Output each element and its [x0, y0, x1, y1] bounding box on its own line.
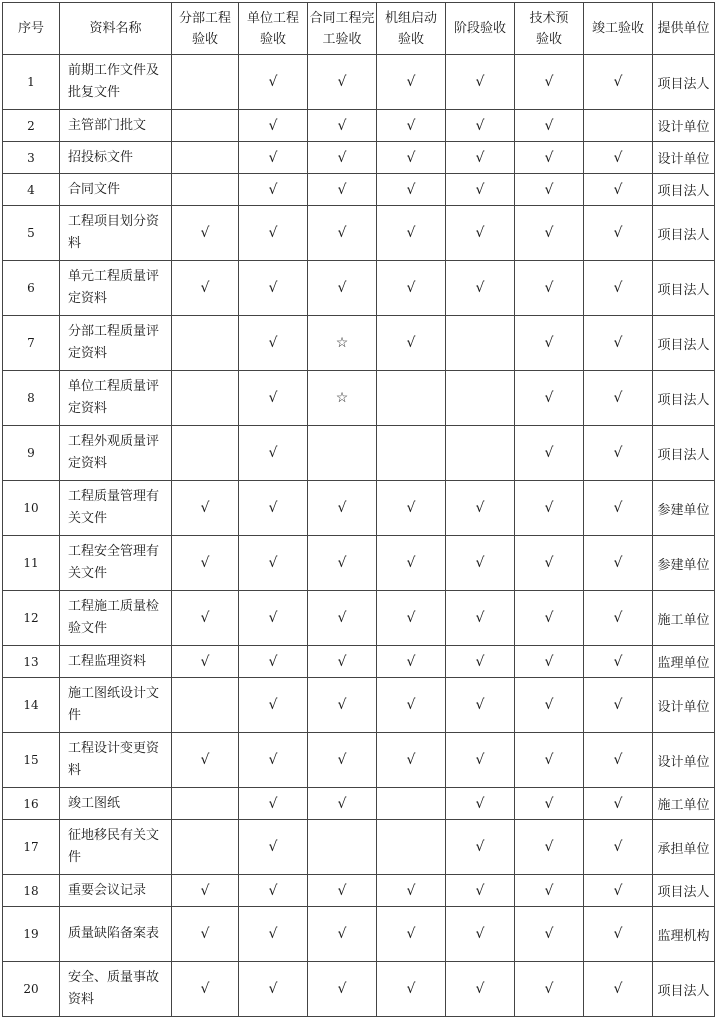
check-mark: √: [308, 907, 377, 962]
table-row: [3, 733, 715, 788]
check-mark: √: [308, 788, 377, 820]
check-mark: √: [584, 907, 653, 962]
check-mark: √: [239, 481, 308, 536]
empty-cell: [377, 820, 446, 875]
check-mark: √: [239, 875, 308, 907]
table-row: [3, 206, 715, 261]
check-mark: √: [239, 678, 308, 733]
empty-cell: [172, 55, 239, 110]
check-mark: √: [377, 646, 446, 678]
check-mark: √: [308, 536, 377, 591]
provider-unit: 参建单位: [653, 536, 715, 591]
table-row: [3, 55, 715, 110]
check-mark: √: [584, 426, 653, 481]
document-name: 合同文件: [60, 174, 172, 206]
check-mark: √: [377, 536, 446, 591]
empty-cell: [172, 788, 239, 820]
check-mark: √: [515, 174, 584, 206]
check-mark: √: [446, 261, 515, 316]
check-mark: √: [239, 591, 308, 646]
check-mark: √: [446, 142, 515, 174]
table-row: [3, 962, 715, 1017]
check-mark: √: [239, 426, 308, 481]
check-mark: √: [308, 481, 377, 536]
row-index: 14: [3, 678, 60, 733]
check-mark: √: [239, 646, 308, 678]
provider-unit: 项目法人: [653, 206, 715, 261]
empty-cell: [377, 426, 446, 481]
empty-cell: [377, 788, 446, 820]
check-mark: √: [239, 733, 308, 788]
check-mark: √: [308, 875, 377, 907]
check-mark: √: [239, 316, 308, 371]
provider-unit: 项目法人: [653, 174, 715, 206]
check-mark: √: [377, 110, 446, 142]
document-name: 质量缺陷备案表: [60, 907, 172, 962]
check-mark: √: [584, 55, 653, 110]
check-mark: √: [446, 174, 515, 206]
provider-unit: 设计单位: [653, 110, 715, 142]
check-mark: √: [377, 678, 446, 733]
check-mark: √: [515, 788, 584, 820]
table-body: [3, 55, 715, 1017]
empty-cell: [172, 820, 239, 875]
header-stage-6: 技术预验收: [515, 3, 584, 55]
check-mark: √: [584, 875, 653, 907]
document-name: 征地移民有关文件: [60, 820, 172, 875]
check-mark: √: [446, 678, 515, 733]
check-mark: √: [308, 110, 377, 142]
check-mark: √: [308, 646, 377, 678]
check-mark: √: [239, 820, 308, 875]
check-mark: √: [446, 110, 515, 142]
row-index: 17: [3, 820, 60, 875]
document-name: 工程质量管理有关文件: [60, 481, 172, 536]
row-index: 15: [3, 733, 60, 788]
table-row: [3, 110, 715, 142]
check-mark: √: [172, 962, 239, 1017]
check-mark: √: [446, 962, 515, 1017]
check-mark: √: [446, 907, 515, 962]
document-table: [2, 2, 715, 1017]
row-index: 9: [3, 426, 60, 481]
table-row: [3, 142, 715, 174]
empty-cell: [172, 426, 239, 481]
check-mark: √: [377, 174, 446, 206]
check-mark: √: [584, 481, 653, 536]
header-provider: 提供单位: [653, 3, 715, 55]
provider-unit: 监理单位: [653, 646, 715, 678]
table-row: [3, 875, 715, 907]
check-mark: √: [515, 261, 584, 316]
row-index: 1: [3, 55, 60, 110]
row-index: 8: [3, 371, 60, 426]
check-mark: √: [515, 55, 584, 110]
check-mark: √: [584, 142, 653, 174]
empty-cell: [446, 316, 515, 371]
check-mark: √: [515, 426, 584, 481]
check-mark: √: [515, 206, 584, 261]
check-mark: √: [239, 788, 308, 820]
check-mark: √: [584, 536, 653, 591]
check-mark: √: [515, 591, 584, 646]
check-mark: √: [308, 142, 377, 174]
header-name: 资料名称: [60, 3, 172, 55]
document-name: 工程设计变更资料: [60, 733, 172, 788]
provider-unit: 设计单位: [653, 142, 715, 174]
check-mark: √: [172, 591, 239, 646]
provider-unit: 监理机构: [653, 907, 715, 962]
empty-cell: [172, 371, 239, 426]
check-mark: √: [446, 646, 515, 678]
table-row: [3, 536, 715, 591]
header-row: [3, 3, 715, 55]
check-mark: √: [515, 142, 584, 174]
header-stage-7: 竣工验收: [584, 3, 653, 55]
document-name: 工程施工质量检验文件: [60, 591, 172, 646]
provider-unit: 项目法人: [653, 426, 715, 481]
check-mark: √: [172, 261, 239, 316]
document-name: 单位工程质量评定资料: [60, 371, 172, 426]
empty-cell: [308, 820, 377, 875]
check-mark: √: [239, 907, 308, 962]
check-mark: √: [446, 536, 515, 591]
table-row: [3, 820, 715, 875]
empty-cell: [172, 110, 239, 142]
document-name: 工程项目划分资料: [60, 206, 172, 261]
provider-unit: 承担单位: [653, 820, 715, 875]
check-mark: √: [377, 261, 446, 316]
document-name: 前期工作文件及批复文件: [60, 55, 172, 110]
check-mark: √: [377, 907, 446, 962]
empty-cell: [308, 426, 377, 481]
table-row: [3, 316, 715, 371]
table-row: [3, 646, 715, 678]
document-name: 安全、质量事故资料: [60, 962, 172, 1017]
document-name: 施工图纸设计文件: [60, 678, 172, 733]
table-row: [3, 261, 715, 316]
provider-unit: 参建单位: [653, 481, 715, 536]
provider-unit: 项目法人: [653, 962, 715, 1017]
check-mark: √: [515, 875, 584, 907]
document-name: 主管部门批文: [60, 110, 172, 142]
check-mark: √: [239, 110, 308, 142]
check-mark: √: [377, 481, 446, 536]
check-mark: √: [584, 962, 653, 1017]
check-mark: √: [515, 678, 584, 733]
check-mark: √: [584, 788, 653, 820]
table-row: [3, 481, 715, 536]
header-index: 序号: [3, 3, 60, 55]
document-name: 单元工程质量评定资料: [60, 261, 172, 316]
check-mark: √: [172, 646, 239, 678]
check-mark: √: [584, 678, 653, 733]
check-mark: √: [239, 371, 308, 426]
provider-unit: 设计单位: [653, 678, 715, 733]
empty-cell: [446, 426, 515, 481]
empty-cell: [584, 110, 653, 142]
row-index: 2: [3, 110, 60, 142]
check-mark: √: [308, 962, 377, 1017]
check-mark: √: [308, 174, 377, 206]
document-name: 招投标文件: [60, 142, 172, 174]
row-index: 10: [3, 481, 60, 536]
check-mark: √: [515, 110, 584, 142]
provider-unit: 设计单位: [653, 733, 715, 788]
provider-unit: 项目法人: [653, 371, 715, 426]
header-stage-4: 机组启动验收: [377, 3, 446, 55]
empty-cell: [172, 316, 239, 371]
table-row: [3, 591, 715, 646]
provider-unit: 项目法人: [653, 55, 715, 110]
check-mark: √: [446, 206, 515, 261]
check-mark: √: [172, 481, 239, 536]
empty-cell: [172, 174, 239, 206]
check-mark: √: [584, 261, 653, 316]
row-index: 16: [3, 788, 60, 820]
table-row: [3, 678, 715, 733]
table-row: [3, 426, 715, 481]
row-index: 3: [3, 142, 60, 174]
check-mark: √: [377, 142, 446, 174]
check-mark: √: [515, 481, 584, 536]
check-mark: √: [377, 591, 446, 646]
check-mark: √: [239, 261, 308, 316]
check-mark: √: [584, 316, 653, 371]
check-mark: √: [239, 174, 308, 206]
check-mark: √: [584, 174, 653, 206]
header-stage-5: 阶段验收: [446, 3, 515, 55]
check-mark: √: [584, 206, 653, 261]
check-mark: √: [172, 875, 239, 907]
document-name: 工程安全管理有关文件: [60, 536, 172, 591]
row-index: 7: [3, 316, 60, 371]
check-mark: √: [584, 371, 653, 426]
row-index: 12: [3, 591, 60, 646]
empty-cell: [377, 371, 446, 426]
check-mark: √: [515, 316, 584, 371]
header-stage-2: 单位工程验收: [239, 3, 308, 55]
row-index: 4: [3, 174, 60, 206]
document-name: 重要会议记录: [60, 875, 172, 907]
check-mark: √: [239, 55, 308, 110]
row-index: 20: [3, 962, 60, 1017]
star-mark: ☆: [308, 371, 377, 426]
check-mark: √: [515, 646, 584, 678]
empty-cell: [172, 142, 239, 174]
check-mark: √: [172, 733, 239, 788]
check-mark: √: [172, 206, 239, 261]
table-row: [3, 788, 715, 820]
check-mark: √: [377, 316, 446, 371]
check-mark: √: [377, 55, 446, 110]
check-mark: √: [377, 733, 446, 788]
check-mark: √: [239, 206, 308, 261]
check-mark: √: [446, 55, 515, 110]
check-mark: √: [172, 907, 239, 962]
table-row: [3, 174, 715, 206]
check-mark: √: [377, 206, 446, 261]
check-mark: √: [308, 591, 377, 646]
row-index: 19: [3, 907, 60, 962]
check-mark: √: [446, 481, 515, 536]
table-row: [3, 907, 715, 962]
check-mark: √: [308, 55, 377, 110]
provider-unit: 项目法人: [653, 261, 715, 316]
row-index: 11: [3, 536, 60, 591]
check-mark: √: [515, 820, 584, 875]
empty-cell: [172, 678, 239, 733]
header-stage-3: 合同工程完工验收: [308, 3, 377, 55]
check-mark: √: [308, 733, 377, 788]
check-mark: √: [446, 733, 515, 788]
check-mark: √: [515, 371, 584, 426]
check-mark: √: [584, 646, 653, 678]
check-mark: √: [515, 907, 584, 962]
document-name: 分部工程质量评定资料: [60, 316, 172, 371]
document-name: 工程外观质量评定资料: [60, 426, 172, 481]
check-mark: √: [446, 820, 515, 875]
provider-unit: 施工单位: [653, 591, 715, 646]
check-mark: √: [584, 591, 653, 646]
check-mark: √: [584, 820, 653, 875]
row-index: 13: [3, 646, 60, 678]
empty-cell: [446, 371, 515, 426]
row-index: 5: [3, 206, 60, 261]
check-mark: √: [584, 733, 653, 788]
check-mark: √: [446, 875, 515, 907]
provider-unit: 项目法人: [653, 316, 715, 371]
check-mark: √: [308, 678, 377, 733]
provider-unit: 施工单位: [653, 788, 715, 820]
check-mark: √: [239, 962, 308, 1017]
check-mark: √: [446, 788, 515, 820]
check-mark: √: [239, 536, 308, 591]
table-row: [3, 371, 715, 426]
row-index: 6: [3, 261, 60, 316]
star-mark: ☆: [308, 316, 377, 371]
document-name: 工程监理资料: [60, 646, 172, 678]
check-mark: √: [515, 962, 584, 1017]
check-mark: √: [515, 536, 584, 591]
check-mark: √: [239, 142, 308, 174]
check-mark: √: [515, 733, 584, 788]
row-index: 18: [3, 875, 60, 907]
check-mark: √: [308, 206, 377, 261]
header-stage-1: 分部工程验收: [172, 3, 239, 55]
check-mark: √: [172, 536, 239, 591]
document-name: 竣工图纸: [60, 788, 172, 820]
provider-unit: 项目法人: [653, 875, 715, 907]
check-mark: √: [308, 261, 377, 316]
check-mark: √: [377, 962, 446, 1017]
check-mark: √: [377, 875, 446, 907]
check-mark: √: [446, 591, 515, 646]
